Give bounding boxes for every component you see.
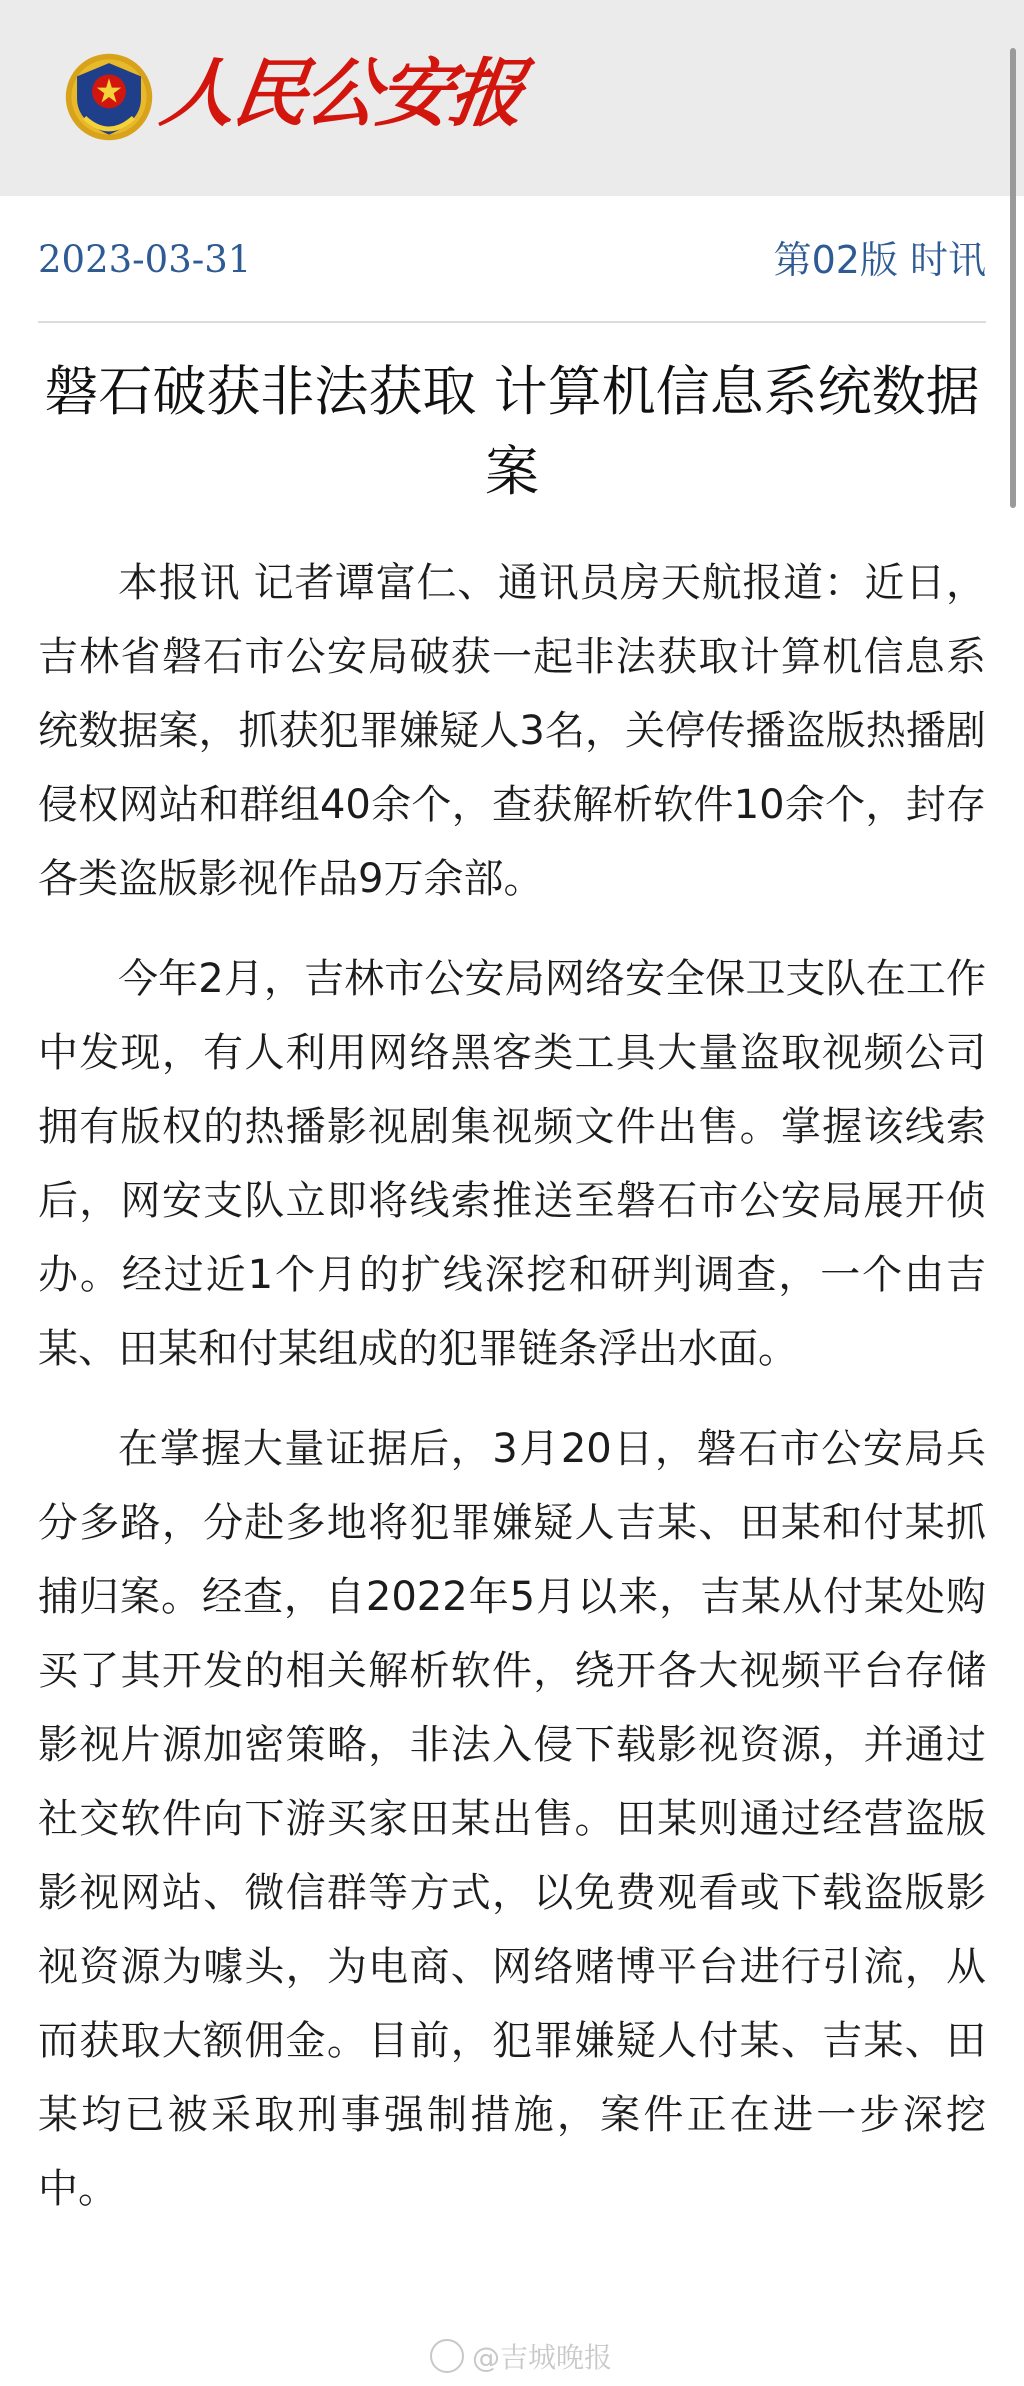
weibo-icon	[430, 2339, 464, 2373]
watermark-text: @吉城晚报	[472, 2341, 613, 2374]
masthead-logo: 人民公安报	[155, 51, 529, 137]
masthead	[0, 0, 1024, 196]
section-label: 第02版 时讯	[773, 238, 986, 282]
watermark	[430, 2338, 612, 2378]
article-meta	[38, 232, 986, 288]
article-title: 磐石破获非法获取 计算机信息系统数据案	[44, 360, 980, 503]
police-emblem-icon	[62, 50, 156, 144]
article-paragraph: 在掌握大量证据后，3月20日，磐石市公安局兵分多路，分赴多地将犯罪嫌疑人吉某、田某和付某抓捕归案。经查，自2022年5月以来，吉某从付某处购买了其开发的相关解析软件，绕开各大视频平台存储影视片源加密策略，非法入侵下载影视资源，并通过社交软件向下游买家田某出售。田某则通过经营盗版影视网站、微信群等方式，以免费观看或下载盗版影视资源为噱头，为电商、网络赌博平台进行引流，从而获取大额佣金。目前，犯罪嫌疑人付某、吉某、田某均已被采取刑事强制措施，案件正在进一步深挖中。	[38, 1426, 986, 2212]
scrollbar[interactable]	[1010, 48, 1016, 508]
article-paragraph: 本报讯 记者谭富仁、通讯员房天航报道：近日，吉林省磐石市公安局破获一起非法获取计算机信息系统数据案，抓获犯罪嫌疑人3名，关停传播盗版热播剧侵权网站和群组40余个，查获解析软件10余个，封存各类盗版影视作品9万余部。	[38, 560, 986, 902]
article-paragraph: 今年2月，吉林市公安局网络安全保卫支队在工作中发现，有人利用网络黑客类工具大量盗取视频公司拥有版权的热播影视剧集视频文件出售。掌握该线索后，网安支队立即将线索推送至磐石市公安局展开侦办。经过近1个月的扩线深挖和研判调查，一个由吉某、田某和付某组成的犯罪链条浮出水面。	[38, 956, 986, 1372]
divider	[38, 321, 986, 323]
publish-date: 2023-03-31	[38, 238, 252, 281]
article-body	[38, 546, 986, 2252]
